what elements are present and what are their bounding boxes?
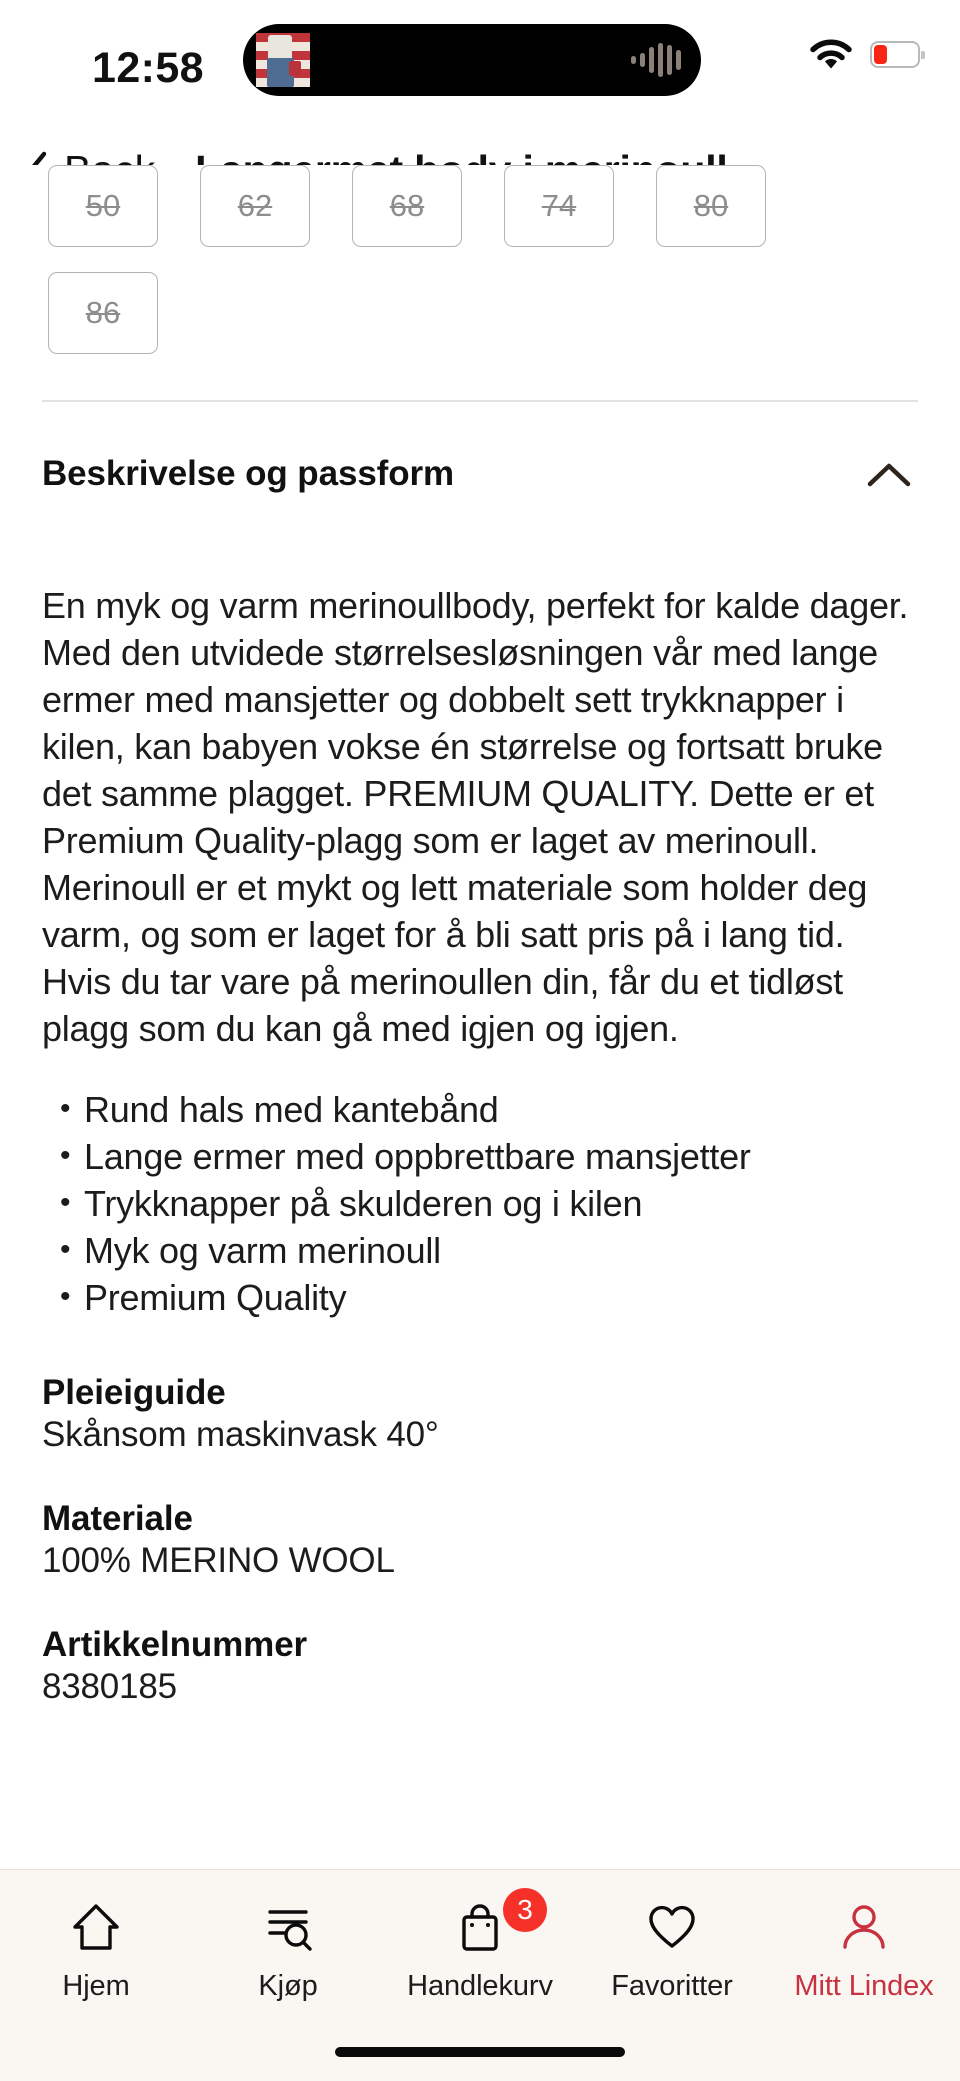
list-item: • Myk og varm merinoull <box>60 1227 918 1274</box>
home-indicator <box>335 2047 625 2057</box>
size-chip-label: 80 <box>693 188 729 223</box>
size-chip[interactable] <box>656 165 766 247</box>
list-item: • Premium Quality <box>60 1274 918 1321</box>
tab-kjop[interactable] <box>198 1896 378 2003</box>
list-item: • Rund hals med kantebånd <box>60 1086 918 1133</box>
heart-icon <box>643 1896 701 1958</box>
detail-value: 100% MERINO WOOL <box>42 1540 395 1580</box>
size-chip-label: 50 <box>85 188 121 223</box>
filter-search-icon <box>259 1896 317 1958</box>
size-chip[interactable] <box>48 272 158 354</box>
detail-group-care <box>42 1373 918 1455</box>
size-row-clipped <box>48 165 912 247</box>
detail-label: Artikkelnummer <box>42 1624 308 1664</box>
detail-value: Skånsom maskinvask 40° <box>42 1414 439 1454</box>
bottom-tab-bar <box>0 1869 960 2081</box>
size-chip-label: 74 <box>541 188 577 223</box>
list-item: • Lange ermer med oppbrettbare mansjetter <box>60 1133 918 1180</box>
person-icon <box>835 1896 893 1958</box>
cart-badge: 3 <box>503 1888 547 1932</box>
wifi-icon <box>810 38 852 70</box>
tab-label: Mitt Lindex <box>794 1970 934 2002</box>
tab-mitt-lindex[interactable] <box>774 1896 954 2003</box>
tab-favoritter[interactable] <box>582 1896 762 2003</box>
size-selector <box>0 165 960 354</box>
chevron-up-icon[interactable] <box>866 460 912 488</box>
feature-list <box>0 1052 960 1321</box>
detail-label: Pleieiguide <box>42 1372 226 1412</box>
size-chip-label: 68 <box>389 188 425 223</box>
tab-label: Hjem <box>62 1970 130 2002</box>
status-bar-icons <box>810 38 924 70</box>
battery-low-icon <box>870 41 924 68</box>
list-item: • Trykknapper på skulderen og i kilen <box>60 1180 918 1227</box>
home-icon <box>67 1896 125 1958</box>
description-accordion-header[interactable] <box>0 402 960 494</box>
status-bar-time: 12:58 <box>92 44 204 92</box>
size-chip[interactable] <box>352 165 462 247</box>
size-chip-label: 62 <box>237 188 273 223</box>
size-chip[interactable] <box>48 165 158 247</box>
detail-group-article-number <box>42 1625 918 1707</box>
album-art-thumbnail <box>256 33 310 87</box>
audio-waveform-icon <box>631 43 681 77</box>
tab-label: Handlekurv <box>407 1970 553 2002</box>
size-chip-label: 86 <box>85 295 121 330</box>
size-row-second <box>48 272 912 354</box>
dynamic-island[interactable] <box>243 24 701 96</box>
tab-handlekurv[interactable] <box>390 1896 570 2003</box>
tab-label: Kjøp <box>258 1970 318 2002</box>
status-bar <box>0 0 960 118</box>
tab-label: Favoritter <box>611 1970 733 2002</box>
tab-hjem[interactable] <box>6 1896 186 2003</box>
size-chip[interactable] <box>504 165 614 247</box>
product-details <box>0 1373 960 1707</box>
accordion-title: Beskrivelse og passform <box>42 453 455 493</box>
product-detail-scroll[interactable] <box>0 165 960 1811</box>
detail-label: Materiale <box>42 1498 193 1538</box>
size-chip[interactable] <box>200 165 310 247</box>
shopping-bag-icon <box>451 1894 533 1958</box>
detail-value: 8380185 <box>42 1666 177 1706</box>
description-paragraph: En myk og varm merinoullbody, perfekt for kalde dager. Med den utvidede størrelsesløsningen vår med lange ermer med mansjetter og dobbelt sett trykknapper i kilen, kan babyen vokse én størrelse og fortsatt bruke det samme plagget. PREMIUM QUALITY. Dette er et Premium Quality-plagg som er laget av merinoull. Merinoull er et mykt og lett materiale som holder deg varm, og som er laget for å bli satt pris på i lang tid. Hvis du tar vare på merinoullen din, får du et tidløst plagg som du kan gå med igjen og igjen. <box>42 584 909 1049</box>
detail-group-material <box>42 1499 918 1581</box>
